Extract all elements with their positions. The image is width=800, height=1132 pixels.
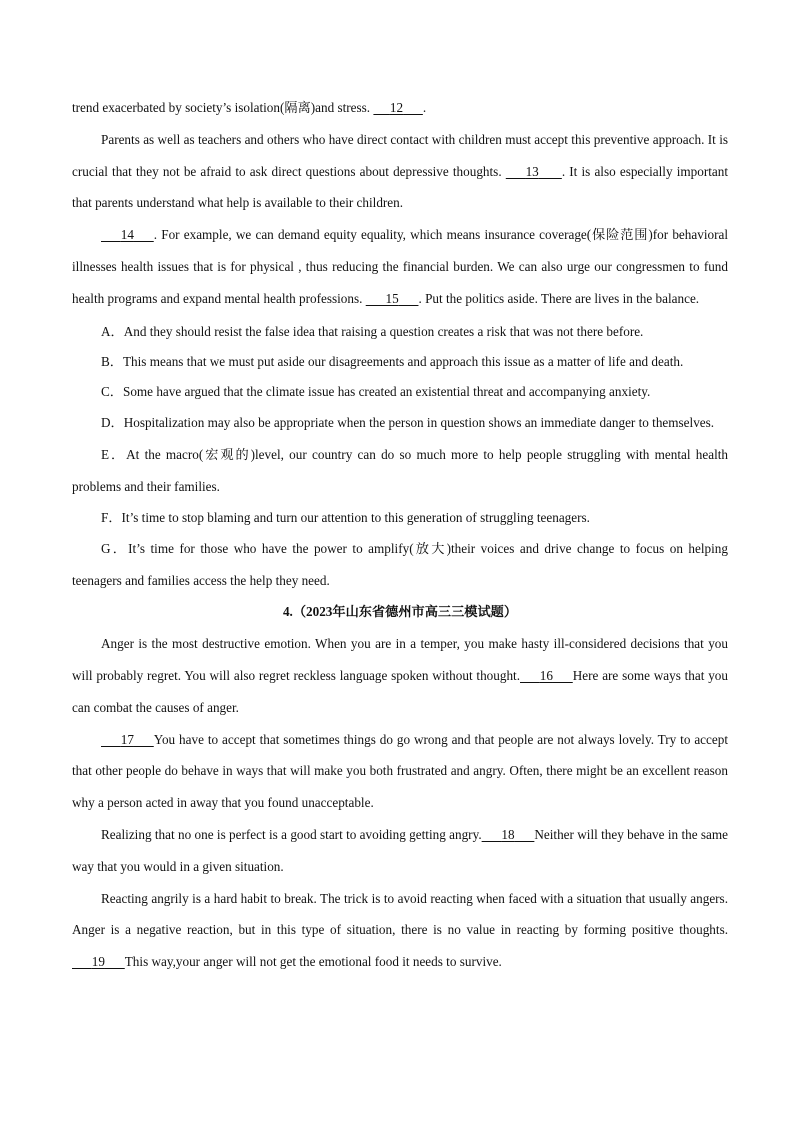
answer-blank-14 bbox=[101, 219, 154, 251]
passage3-paragraph-3 bbox=[72, 219, 728, 314]
paragraph-text: Parents as well as teachers and others who have direct contact with children must accept this preventive approach. It is crucial that they not be afraid to ask direct questions about depressive thoughts. bbox=[72, 131, 728, 179]
blank-number: 18 bbox=[501, 826, 515, 842]
blank-number: 13 bbox=[525, 163, 539, 179]
answer-blank-13 bbox=[506, 156, 562, 188]
blank-number: 12 bbox=[389, 100, 404, 115]
paragraph-text: . It is also especially important that parents understand what help is available to their children. bbox=[72, 163, 728, 211]
answer-blank-12 bbox=[373, 92, 422, 124]
page-content bbox=[72, 92, 728, 978]
passage4-paragraph-3 bbox=[72, 819, 728, 883]
answer-blank-15 bbox=[366, 283, 419, 315]
option-c: C．Some have argued that the climate issue has created an existential threat and accompanying anxiety. bbox=[101, 383, 651, 399]
option-a: A．And they should resist the false idea that raising a question creates a risk that was not there before. bbox=[101, 323, 644, 339]
passage4-paragraph-2 bbox=[72, 724, 728, 819]
answer-blank-17 bbox=[101, 724, 154, 756]
passage4-paragraph-4 bbox=[72, 883, 728, 978]
paragraph-text: Neither will they behave in the same way that you would in a given situation. bbox=[72, 826, 728, 874]
paragraph-text: Reacting angrily is a hard habit to break. The trick is to avoid reacting when faced with a situation that usually angers. Anger is a negative reaction, but in this type of situation, there is no value in reacting by forming positive thoughts. bbox=[72, 890, 728, 938]
answer-blank-16 bbox=[520, 660, 573, 692]
paragraph-text: . Put the politics aside. There are lives in the balance. bbox=[418, 290, 700, 306]
blank-number: 17 bbox=[120, 731, 134, 747]
paragraph-text: Realizing that no one is perfect is a good start to avoiding getting angry. bbox=[101, 826, 482, 842]
blank-number: 19 bbox=[91, 954, 105, 970]
passage4-paragraph-1 bbox=[72, 628, 728, 723]
paragraph-text: You have to accept that sometimes things do go wrong and that people are not always lovely. Try to accept that other people do behave in ways that will make you both frustrated and angry. Often, there might be an excellent reason why a person acted in away that you found unacceptable. bbox=[72, 731, 728, 811]
paragraph-text: . For example, we can demand equity equality, which means insurance coverage(保险范围)for behavioral illnesses health issues that is for physical , thus reducing the financial burden. We can also urge our congressmen to fund health programs and expand mental health professions. bbox=[72, 227, 728, 306]
paragraph-text: Anger is the most destructive emotion. When you are in a temper, you make hasty ill-considered decisions that you will probably regret. You will also regret reckless language spoken without thought. bbox=[72, 636, 728, 683]
answer-blank-19 bbox=[72, 946, 125, 978]
option-d: D．Hospitalization may also be appropriate when the person in question shows an immediate danger to themselves. bbox=[101, 415, 715, 431]
passage3-paragraph-1 bbox=[72, 92, 728, 124]
paragraph-text: trend exacerbated by society’s isolation(隔离)and stress. bbox=[72, 100, 374, 115]
blank-number: 14 bbox=[120, 227, 134, 243]
option-e: E．At the macro(宏观的)level, our country can do so much more to help people struggling with mental health problems and their families. bbox=[72, 446, 728, 494]
blank-number: 16 bbox=[539, 667, 553, 683]
blank-number: 15 bbox=[385, 290, 399, 306]
option-g: G．It’s time for those who have the power to amplify(放大)their voices and drive change to focus on helping teenagers and families access the help they need. bbox=[72, 540, 728, 588]
paragraph-text: This way,your anger will not get the emotional food it needs to survive. bbox=[124, 954, 502, 970]
paragraph-text: . bbox=[422, 100, 427, 115]
paragraph-text: Here are some ways that you can combat the causes of anger. bbox=[72, 667, 728, 715]
section-title: 4.（2023年山东省德州市高三三模试题） bbox=[282, 604, 518, 620]
option-f: F．It’s time to stop blaming and turn our attention to this generation of struggling teenagers. bbox=[101, 509, 590, 525]
answer-blank-18 bbox=[482, 819, 535, 851]
option-b: B．This means that we must put aside our disagreements and approach this issue as a matter of life and death. bbox=[101, 353, 684, 369]
passage3-paragraph-2 bbox=[72, 124, 728, 219]
